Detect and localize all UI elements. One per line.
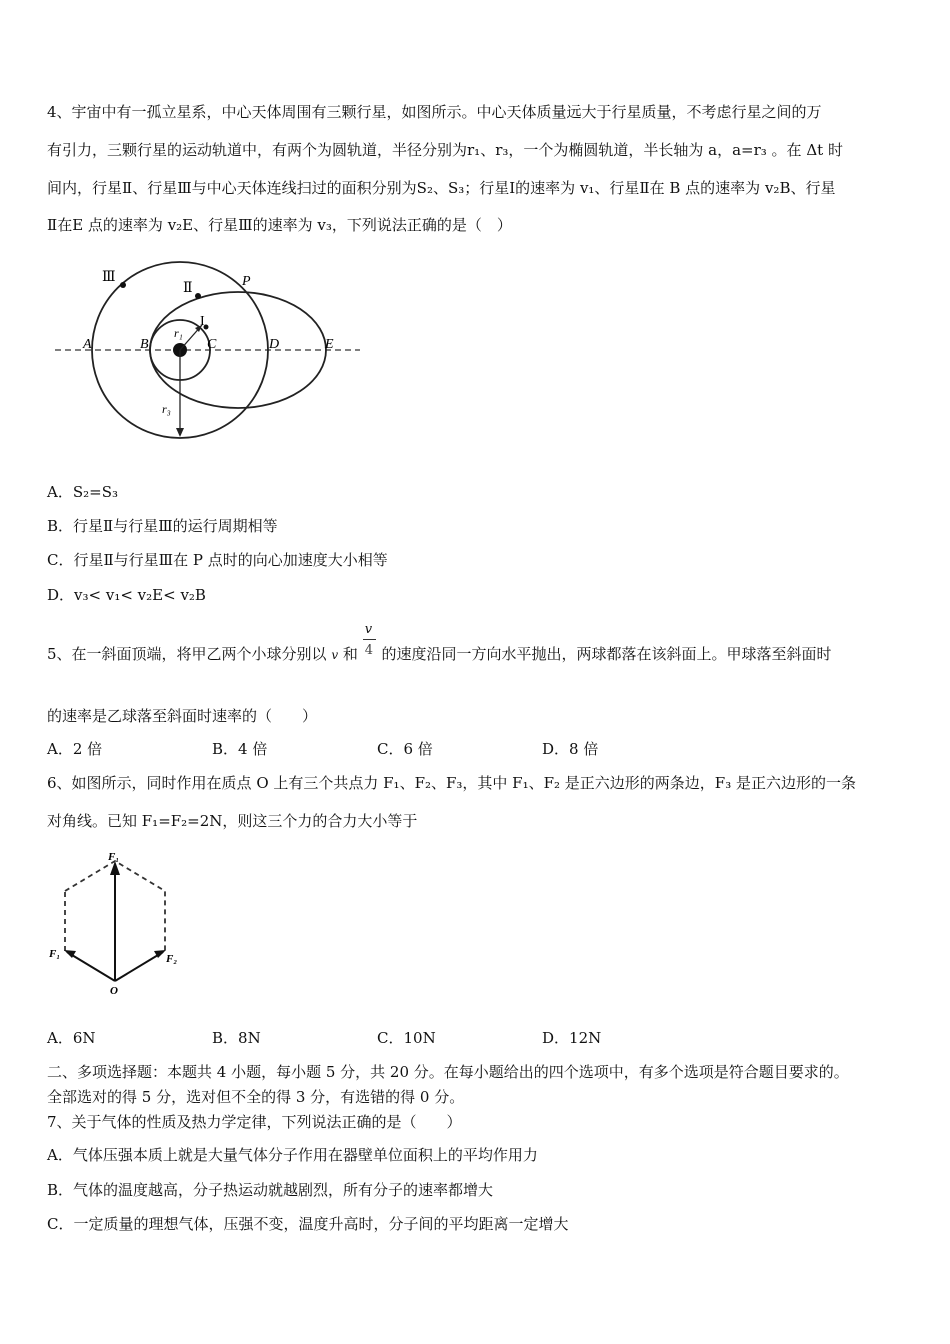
- label-top-force: F₁: [108, 851, 120, 863]
- q4-option-d[interactable]: D．v₃< v₁< v₂E< v₂B: [47, 586, 206, 604]
- q4-option-c[interactable]: C．行星Ⅱ与行星Ⅲ在 P 点时的向心加速度大小相等: [47, 551, 388, 569]
- q4-line-4-b: E 点的速率为 v₂E、行星Ⅲ的速率为 v₃，下列说法正确的是（ ）: [72, 216, 512, 234]
- label-a: A: [83, 337, 92, 352]
- q4-line-4-a: Ⅱ在: [47, 216, 73, 234]
- q5-line-2: 的速率是乙球落至斜面时速率的（ ）: [47, 707, 318, 725]
- q4-line-3-a: 间内，行星Ⅱ、行星Ⅲ与中心天体连线扫过的面积分别为: [47, 179, 417, 197]
- q4-option-b[interactable]: B．行星Ⅱ与行星Ⅲ的运行周期相等: [47, 517, 278, 535]
- q5-frac-bar: [363, 639, 376, 640]
- q6-line-1: 6、如图所示，同时作用在质点 O 上有三个共点力 F₁、F₂、F₃，其中 F₁、F₂ 是正六边形的两条边，F₃ 是正六边形的一条: [47, 774, 856, 792]
- q5-v: v: [331, 648, 339, 662]
- label-right-force: F₂: [166, 953, 178, 965]
- q5-line-1-b: 的速度沿同一方向水平抛出，两球都落在该斜面上。甲球落至斜面时: [381, 645, 832, 663]
- label-b: B: [140, 337, 149, 352]
- q4-line-1: 4、宇宙中有一孤立星系，中心天体周围有三颗行星，如图所示。中心天体质量远大于行星质量，不考虑行星之间的万: [47, 103, 822, 121]
- hexagon-figure: [45, 847, 195, 997]
- label-i: I: [200, 314, 205, 329]
- f2-vector: [115, 952, 163, 981]
- q6-option-a[interactable]: A．6N: [47, 1029, 96, 1047]
- q7-option-b[interactable]: B．气体的温度越高，分子热运动就越剧烈，所有分子的速率都增大: [47, 1181, 494, 1199]
- f1-vector: [67, 952, 115, 981]
- q5-line-1-a: 5、在一斜面顶端，将甲乙两个小球分别以: [47, 645, 327, 663]
- label-origin: O: [110, 985, 118, 997]
- q4-line-3: [47, 178, 835, 198]
- r3-arrowhead: [176, 428, 184, 437]
- q5-option-c[interactable]: C．6 倍: [377, 740, 433, 758]
- q6-option-d[interactable]: D．12N: [542, 1029, 602, 1047]
- section2-line-1: 二、多项选择题：本题共 4 小题，每小题 5 分，共 20 分。在每小题给出的四个选项中，有多个选项是符合题目要求的。: [47, 1063, 849, 1081]
- label-p: P: [242, 274, 251, 289]
- q6-line-2: 对角线。已知 F₁=F₂=2N，则这三个力的合力大小等于: [47, 812, 418, 830]
- q7-stem: 7、关于气体的性质及热力学定律，下列说法正确的是（ ）: [47, 1113, 462, 1131]
- label-d: D: [269, 337, 280, 352]
- q4-line-3-b: S₂、S₃；行星Ⅰ的速率为 v₁、行星Ⅱ在 B 点的速率为 v₂B、行星: [416, 179, 836, 197]
- q4-line-4: [47, 215, 512, 235]
- q5-option-d[interactable]: D．8 倍: [542, 740, 599, 758]
- planet-ii: [195, 293, 201, 299]
- orbit-figure: [50, 255, 370, 455]
- label-r3: r₃: [162, 402, 171, 416]
- q5-and: 和: [342, 645, 358, 663]
- label-iii: Ⅲ: [102, 270, 116, 285]
- q5-frac-den: 4: [364, 643, 373, 658]
- section2-line-2: 全部选对的得 5 分，选对但不全的得 3 分，有选错的得 0 分。: [47, 1088, 465, 1106]
- q5-frac-num: v: [364, 622, 373, 637]
- q5-fraction: [363, 622, 377, 664]
- planet-iii: [120, 282, 126, 288]
- q6-option-b[interactable]: B．8N: [212, 1029, 261, 1047]
- q7-option-c[interactable]: C．一定质量的理想气体，压强不变，温度升高时，分子间的平均距离一定增大: [47, 1215, 569, 1233]
- q5-option-b[interactable]: B．4 倍: [212, 740, 268, 758]
- label-r1: r₁: [174, 326, 183, 340]
- q4-line-2-b: r₁、r₃，一个为椭圆轨道，半长轴为 a，a=r₃ 。在 Δt 时: [467, 141, 843, 159]
- label-e: E: [325, 337, 334, 352]
- label-left-force: F₁: [49, 948, 61, 960]
- q6-option-c[interactable]: C．10N: [377, 1029, 436, 1047]
- q7-option-a[interactable]: A．气体压强本质上就是大量气体分子作用在器壁单位面积上的平均作用力: [47, 1146, 538, 1164]
- q4-line-2-a: 有引力，三颗行星的运动轨道中，有两个为圆轨道，半径分别为: [47, 141, 468, 159]
- q4-line-2: [47, 140, 843, 160]
- q4-option-a[interactable]: A．S₂=S₃: [47, 483, 118, 501]
- q5-line-1: [47, 622, 832, 665]
- label-c: C: [207, 337, 217, 352]
- q5-option-a[interactable]: A．2 倍: [47, 740, 103, 758]
- label-ii: Ⅱ: [183, 281, 193, 296]
